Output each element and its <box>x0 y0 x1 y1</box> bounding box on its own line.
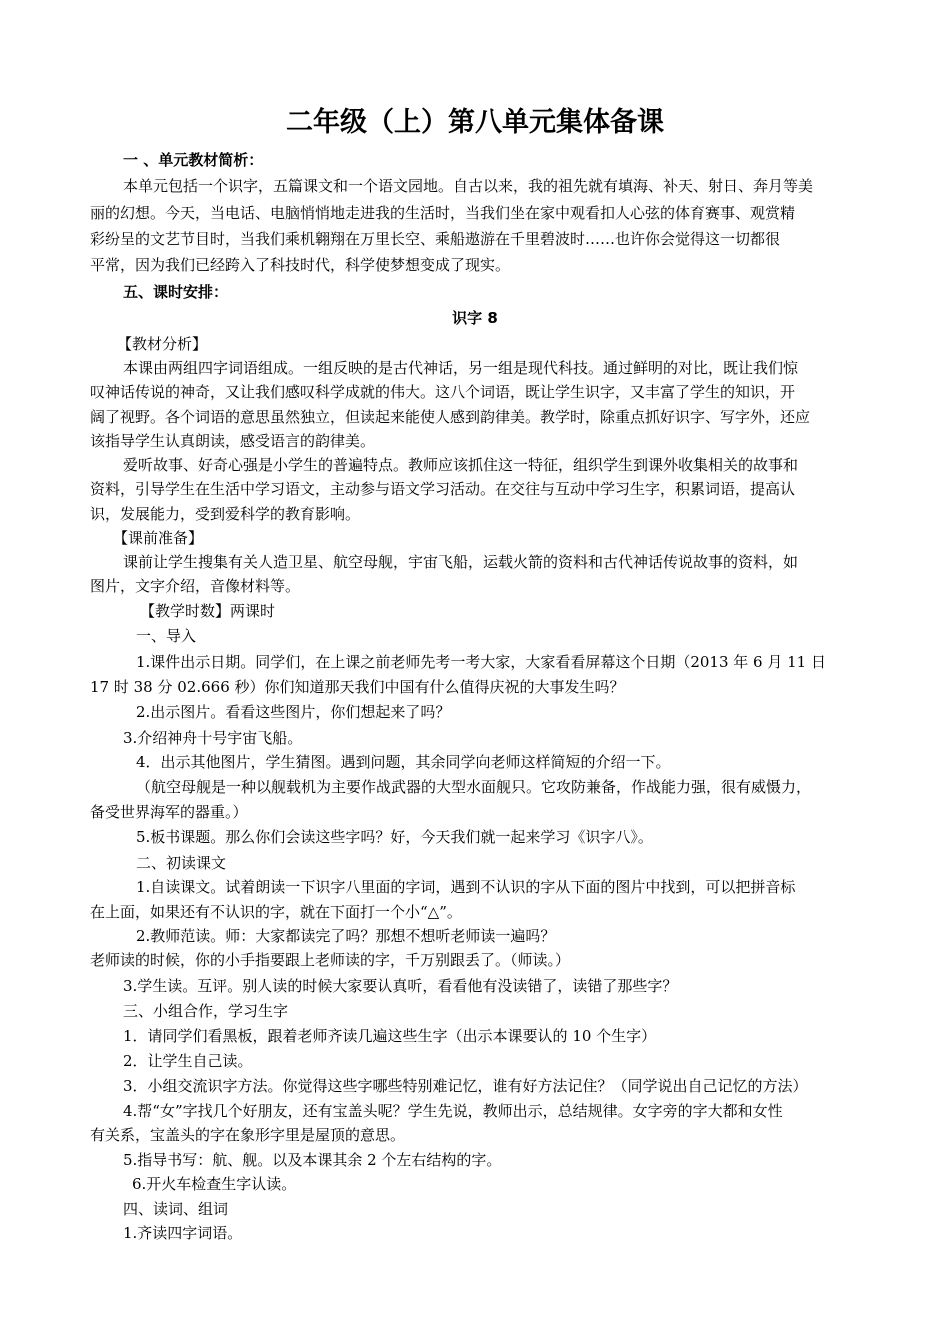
analysis-heading: 【教材分析】 <box>117 335 208 353</box>
part-heading-words: 四、读词、组词 <box>123 1200 229 1218</box>
paragraph-line: 识，发展能力，受到爱科学的教育影响。 <box>90 505 361 523</box>
paragraph-line: 该指导学生认真朗读，感受语言的韵律美。 <box>90 432 376 450</box>
list-item: 老师读的时候，你的小手指要跟上老师读的字，千万别跟丢了。（师读。） <box>90 951 571 969</box>
list-item: 1.齐读四字词语。 <box>123 1224 243 1242</box>
list-item: 3．小组交流识字方法。你觉得这些字哪些特别难记忆，谁有好方法记住？（同学说出自己记忆的方法） <box>123 1077 808 1095</box>
paragraph-line: 爱听故事、好奇心强是小学生的普遍特点。教师应该抓住这一特征，组织学生到课外收集相关的故事和 <box>123 456 799 474</box>
paragraph-line: 资料，引导学生在生活中学习语文，主动参与语文学习活动。在交往与互动中学习生字，积累词语，提高认 <box>90 480 796 498</box>
part-heading-group-work: 三、小组合作，学习生字 <box>123 1002 289 1020</box>
paragraph-line: 彩纷呈的文艺节目时，当我们乘机翱翔在万里长空、乘船遨游在千里碧波时……也许你会觉得这一切都很 <box>90 230 781 248</box>
list-item: 3.介绍神舟十号宇宙飞船。 <box>123 729 303 747</box>
paragraph-line: 本课由两组四字词语组成。一组反映的是古代神话，另一组是现代科技。通过鲜明的对比，既让我们惊 <box>123 359 799 377</box>
part-heading-intro: 一、导入 <box>136 627 197 645</box>
part-heading-first-reading: 二、初读课文 <box>136 854 227 872</box>
section-heading-unit-analysis: 一 、单元教材简析： <box>123 151 264 169</box>
list-item: 6.开火车检查生字认读。 <box>132 1175 297 1193</box>
paragraph-line: 平常，因为我们已经跨入了科技时代，科学使梦想变成了现实。 <box>90 256 511 274</box>
list-item: 3.学生读。互评。别人读的时候大家要认真听，看看他有没读错了，读错了那些字？ <box>123 977 678 995</box>
paragraph-line: 图片，文字介绍，音像材料等。 <box>90 577 301 595</box>
list-item: 2．让学生自己读。 <box>123 1052 253 1070</box>
list-item: 有关系，宝盖头的字在象形字里是屋顶的意思。 <box>90 1126 406 1144</box>
list-item: 1.课件出示日期。同学们，在上课之前老师先考一考大家，大家看看屏幕这个日期（2013 年 6 月 11 日 <box>136 653 826 671</box>
list-item: 2.出示图片。看看这些图片，你们想起来了吗？ <box>136 703 451 721</box>
paragraph-line: 叹神话传说的神奇，又让我们感叹科学成就的伟大。这八个词语，既让学生识字，又丰富了学生的知识，开 <box>90 383 796 401</box>
list-item: 17 时 38 分 02.666 秒）你们知道那天我们中国有什么值得庆祝的大事发生吗？ <box>90 678 625 696</box>
list-item: 备受世界海军的器重。） <box>90 803 248 821</box>
document-title: 二年级（上）第八单元集体备课 <box>286 107 664 138</box>
paragraph-line: 阔了视野。各个词语的意思虽然独立，但读起来能使人感到韵律美。教学时，除重点抓好识字、写字外，还应 <box>90 408 811 426</box>
prep-heading: 【课前准备】 <box>113 529 204 547</box>
list-item: 5.板书课题。那么你们会读这些字吗？好，今天我们就一起来学习《识字八》。 <box>136 828 653 846</box>
teaching-hours: 【教学时数】两课时 <box>140 602 276 620</box>
lesson-title: 识字 8 <box>452 309 498 327</box>
list-item: 4．出示其他图片，学生猜图。遇到问题，其余同学向老师这样简短的介绍一下。 <box>136 753 671 771</box>
list-item: 1.自读课文。试着朗读一下识字八里面的字词，遇到不认识的字从下面的图片中找到，可以把拼音标 <box>136 878 796 896</box>
list-item: 在上面，如果还有不认识的字，就在下面打一个小“△”。 <box>90 903 462 921</box>
paragraph-line: 丽的幻想。今天，当电话、电脑悄悄地走进我的生活时，当我们坐在家中观看扣人心弦的体育赛事、观赏精 <box>90 204 796 222</box>
section-heading-schedule: 五、课时安排： <box>123 283 229 301</box>
list-item: 1．请同学们看黑板，跟着老师齐读几遍这些生字（出示本课要认的 10 个生字） <box>123 1027 657 1045</box>
list-item: （航空母舰是一种以舰载机为主要作战武器的大型水面舰只。它攻防兼备，作战能力强，很有威慑力， <box>136 778 812 796</box>
list-item: 2.教师范读。师：大家都读完了吗？那想不想听老师读一遍吗？ <box>136 927 556 945</box>
list-item: 5.指导书写：航、舰。以及本课其余 2 个左右结构的字。 <box>123 1151 502 1169</box>
paragraph-line: 本单元包括一个识字，五篇课文和一个语文园地。自古以来，我的祖先就有填海、补天、射日、奔月等美 <box>123 177 814 195</box>
paragraph-line: 课前让学生搜集有关人造卫星、航空母舰，宇宙飞船，运载火箭的资料和古代神话传说故事的资料，如 <box>123 553 799 571</box>
list-item: 4.帮“女”字找几个好朋友，还有宝盖头呢？学生先说，教师出示，总结规律。女字旁的字大都和女性 <box>123 1102 783 1120</box>
